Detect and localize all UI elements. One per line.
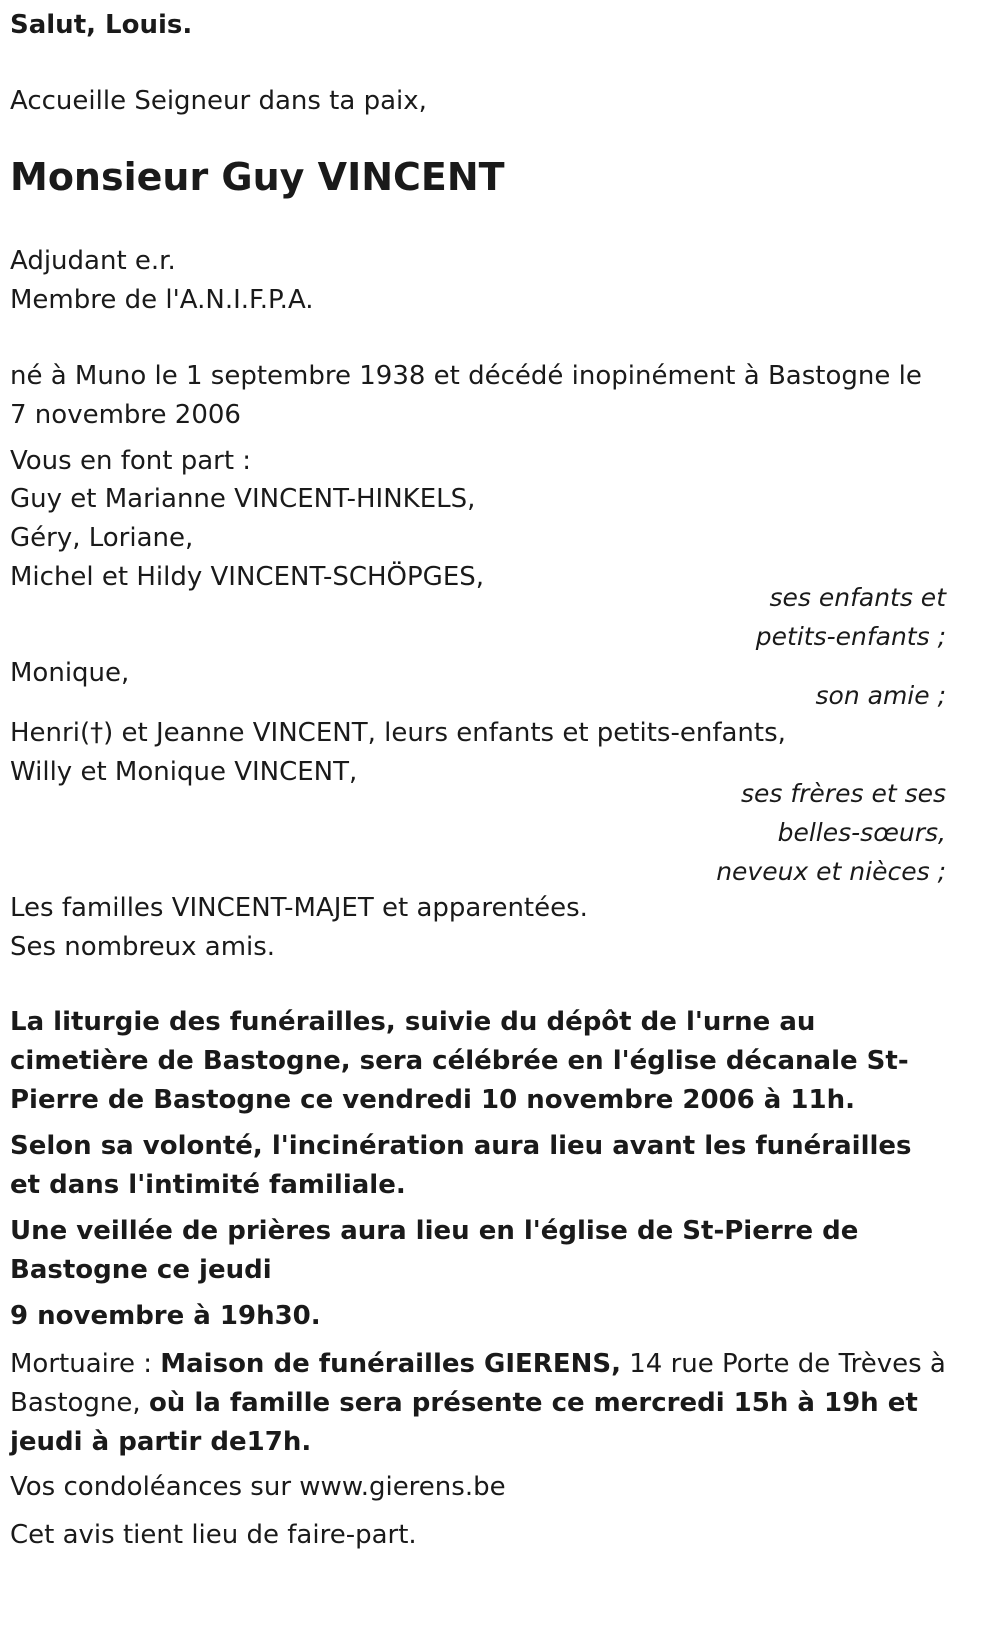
titles-block <box>10 242 314 320</box>
family-entry: Henri(†) et Jeanne VINCENT, leurs enfants et petits-enfants, <box>10 718 786 748</box>
families-line: Les familles VINCENT-MAJET et apparentées. <box>10 893 588 923</box>
cremation-text: Selon sa volonté, l'incinération aura lieu avant les funérailles et dans l'intimité familiale. <box>10 1131 912 1200</box>
role-line: ses enfants et <box>769 583 946 612</box>
friends-line: Ses nombreux amis. <box>10 932 276 962</box>
title-membership: Membre de l'A.N.I.F.P.A. <box>10 285 314 315</box>
siblings-role <box>716 774 946 891</box>
family-entry: Géry, Loriane, <box>10 523 194 553</box>
mortuary-hours: où la famille sera présente ce mercredi 15h à 19h et jeudi à partir de17h. <box>10 1388 918 1457</box>
mortuary-address: 14 rue Porte de Trèves à Bastogne, <box>10 1349 946 1418</box>
friend-role: son amie ; <box>815 681 946 710</box>
greeting: Salut, Louis. <box>10 10 193 40</box>
family-entry: Willy et Monique VINCENT, <box>10 757 358 787</box>
announce-intro: Vous en font part : <box>10 446 252 476</box>
title-rank: Adjudant e.r. <box>10 246 176 276</box>
deceased-name: Monsieur Guy VINCENT <box>10 155 505 199</box>
children-list <box>10 480 484 597</box>
friend-entry: Monique, <box>10 658 130 688</box>
role-line: petits-enfants ; <box>755 622 946 651</box>
notice-line: Cet avis tient lieu de faire-part. <box>10 1520 417 1550</box>
birth-death-text: né à Muno le 1 septembre 1938 et décédé inopinément à Bastogne le 7 novembre 2006 <box>10 361 922 430</box>
children-role <box>756 578 946 656</box>
siblings-list <box>10 714 786 792</box>
role-line: neveux et nièces ; <box>716 857 946 886</box>
vigil-text: Une veillée de prières aura lieu en l'église de St-Pierre de Bastogne ce jeudi <box>10 1216 859 1285</box>
role-line: belles-sœurs, <box>777 818 946 847</box>
mortuary-text <box>10 1345 950 1462</box>
liturgy-text: La liturgie des funérailles, suivie du dépôt de l'urne au cimetière de Bastogne, sera célébrée en l'église décanale St-Pierre de Bastogne ce vendredi 10 novembre 2006 à 11h. <box>10 1007 909 1115</box>
extended-family <box>10 889 588 967</box>
vigil-date: 9 novembre à 19h30. <box>10 1301 321 1331</box>
mortuary-house: Maison de funérailles GIERENS, <box>160 1349 621 1379</box>
prayer-line: Accueille Seigneur dans ta paix, <box>10 86 427 116</box>
family-entry: Michel et Hildy VINCENT-SCHÖPGES, <box>10 562 485 592</box>
condolences-link[interactable]: Vos condoléances sur www.gierens.be <box>10 1472 506 1502</box>
mortuary-label: Mortuaire : <box>10 1349 161 1379</box>
family-entry: Guy et Marianne VINCENT-HINKELS, <box>10 484 476 514</box>
role-line: ses frères et ses <box>740 779 946 808</box>
